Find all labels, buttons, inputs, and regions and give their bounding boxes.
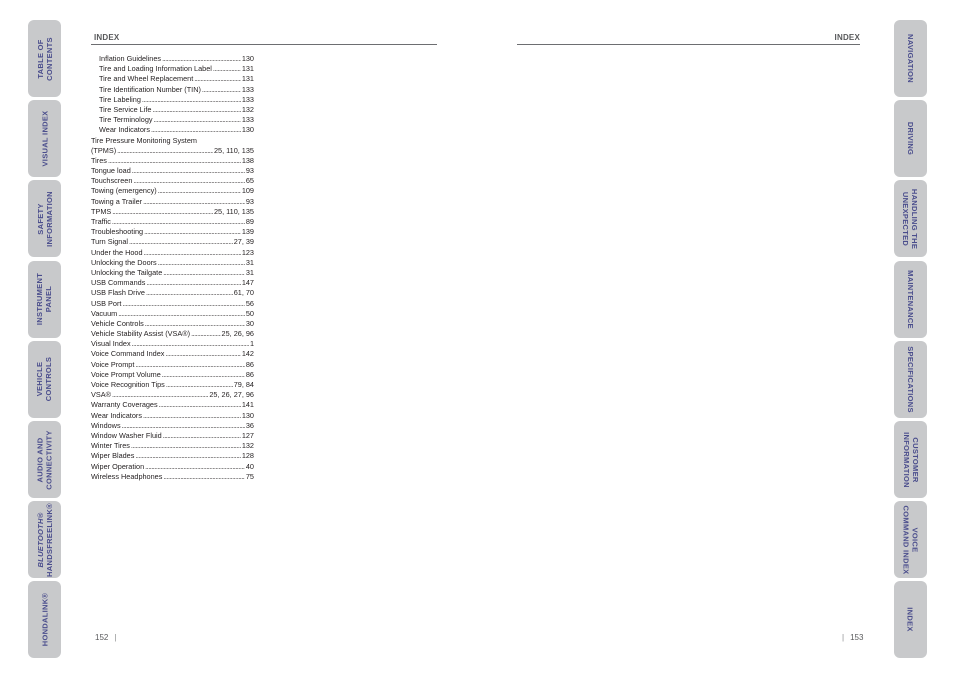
index-entry-term: Tire and Wheel Replacement bbox=[99, 74, 194, 84]
index-entry[interactable] bbox=[91, 74, 254, 84]
index-entry-page: 131 bbox=[241, 74, 254, 84]
index-entry[interactable] bbox=[91, 380, 254, 390]
index-entry-page: 40 bbox=[245, 461, 254, 471]
index-entry-page: 1 bbox=[249, 339, 254, 349]
index-entry-term: Tongue load bbox=[91, 166, 131, 176]
tab-driving[interactable] bbox=[894, 100, 927, 177]
tab-voice-command-index[interactable] bbox=[894, 501, 927, 578]
index-entry-term: Tire Labeling bbox=[99, 94, 141, 104]
index-entry[interactable] bbox=[91, 268, 254, 278]
index-entry-page: 25, 110, 135 bbox=[213, 206, 254, 216]
dot-leader bbox=[145, 319, 245, 329]
tab-label-line: INDEX bbox=[905, 607, 915, 633]
index-entry-term: USB Flash Drive bbox=[91, 288, 145, 298]
tab-label-line: COMMAND INDEX bbox=[901, 505, 911, 575]
index-entry-term: Tires bbox=[91, 155, 107, 165]
index-entry-page: 36 bbox=[245, 420, 254, 430]
index-entry-page: 141 bbox=[241, 400, 254, 410]
index-entry[interactable] bbox=[91, 125, 254, 135]
tab-navigation[interactable] bbox=[894, 20, 927, 97]
index-entry-page: 130 bbox=[241, 125, 254, 135]
dot-leader bbox=[146, 278, 240, 288]
index-entry-page: 133 bbox=[241, 115, 254, 125]
index-entry-page: 30 bbox=[245, 318, 254, 328]
tab-visual-index[interactable] bbox=[28, 100, 61, 177]
dot-leader bbox=[144, 227, 241, 237]
dot-leader bbox=[163, 268, 245, 278]
index-entry-page: 127 bbox=[241, 430, 254, 440]
index-entry[interactable] bbox=[91, 105, 254, 115]
tab-instrument-panel[interactable] bbox=[28, 261, 61, 338]
index-entry-term: Voice Prompt Volume bbox=[91, 369, 161, 379]
tab-label bbox=[36, 191, 54, 247]
dot-leader bbox=[122, 421, 245, 431]
index-entry-term: Tire Terminology bbox=[99, 115, 153, 125]
index-entry[interactable] bbox=[91, 411, 254, 421]
index-entry[interactable] bbox=[91, 319, 254, 329]
dot-leader bbox=[108, 156, 241, 166]
index-entry-term: Wear Indicators bbox=[99, 125, 150, 135]
index-entry[interactable] bbox=[91, 258, 254, 268]
index-entry-term: Vacuum bbox=[91, 308, 118, 318]
tab-label-line: MAINTENANCE bbox=[906, 269, 915, 329]
tab-label bbox=[906, 608, 915, 632]
dot-leader bbox=[142, 95, 241, 105]
tab-label bbox=[902, 432, 920, 488]
tab-hondalink[interactable] bbox=[28, 581, 61, 658]
index-entry-term: (TPMS) bbox=[91, 145, 117, 155]
index-entry[interactable] bbox=[91, 421, 254, 431]
dot-leader bbox=[191, 329, 220, 339]
tab-table-of-contents[interactable] bbox=[28, 20, 61, 97]
dot-leader bbox=[143, 411, 241, 421]
dot-leader bbox=[146, 288, 233, 298]
tab-label bbox=[36, 503, 54, 577]
right-header-rule bbox=[517, 44, 860, 45]
index-entry-term: Unlocking the Doors bbox=[91, 257, 157, 267]
index-entry[interactable] bbox=[91, 431, 254, 441]
index-entry-term: Winter Tires bbox=[91, 441, 130, 451]
index-entry-term: Touchscreen bbox=[91, 176, 133, 186]
index-entry-term: Unlocking the Tailgate bbox=[91, 267, 163, 277]
index-entry-page: 25, 26, 27, 96 bbox=[209, 390, 254, 400]
index-entry-page: 142 bbox=[241, 349, 254, 359]
index-entry[interactable] bbox=[91, 54, 254, 64]
dot-leader bbox=[213, 64, 241, 74]
index-entry-term: Windows bbox=[91, 420, 121, 430]
index-entry-page: 31 bbox=[245, 257, 254, 267]
index-entry[interactable] bbox=[91, 278, 254, 288]
tab-label-line: UNEXPECTED bbox=[901, 191, 911, 247]
tab-label-line: CONTROLS bbox=[44, 357, 54, 402]
tab-label-line: CONTENTS bbox=[44, 36, 54, 81]
index-entry-page: 27, 39 bbox=[233, 237, 254, 247]
index-entry[interactable] bbox=[91, 288, 254, 298]
index-entry-page: 130 bbox=[241, 410, 254, 420]
left-header-rule bbox=[91, 44, 437, 45]
tab-bluetooth-handsfreelink[interactable] bbox=[28, 501, 61, 578]
index-entry-term: VSA® bbox=[91, 390, 111, 400]
tab-label bbox=[906, 122, 915, 155]
index-entry[interactable] bbox=[91, 360, 254, 370]
dot-leader bbox=[194, 74, 241, 84]
dot-leader bbox=[112, 207, 213, 217]
dot-leader bbox=[154, 115, 241, 125]
tab-label-line: INFORMATION bbox=[901, 431, 911, 488]
index-entry[interactable] bbox=[91, 186, 254, 196]
dot-leader bbox=[162, 54, 241, 64]
index-entry[interactable] bbox=[91, 217, 254, 227]
dot-leader bbox=[122, 299, 244, 309]
dot-leader bbox=[118, 309, 245, 319]
left-page-number bbox=[95, 633, 122, 642]
index-entry-page: 25, 110, 135 bbox=[213, 145, 254, 155]
index-entry[interactable] bbox=[91, 227, 254, 237]
index-entry-page: 128 bbox=[241, 451, 254, 461]
tab-customer-information[interactable] bbox=[894, 421, 927, 498]
dot-leader bbox=[132, 166, 245, 176]
tab-label bbox=[906, 34, 915, 83]
tab-label-line: INFORMATION bbox=[44, 191, 54, 247]
index-entry-term: Towing a Trailer bbox=[91, 196, 143, 206]
tab-label-line: VOICE bbox=[910, 527, 920, 553]
index-entry-term: Traffic bbox=[91, 217, 111, 226]
index-entry-page: 61, 70 bbox=[233, 288, 254, 298]
index-entry[interactable] bbox=[91, 309, 254, 319]
dot-leader bbox=[129, 237, 233, 247]
index-entry-term: Visual Index bbox=[91, 339, 131, 349]
dot-leader bbox=[163, 431, 241, 441]
left-page-header: INDEX bbox=[94, 33, 120, 42]
index-entry-page: 133 bbox=[241, 84, 254, 94]
index-entry[interactable] bbox=[91, 441, 254, 451]
index-entry-page: 86 bbox=[245, 359, 254, 369]
tab-vehicle-controls[interactable] bbox=[28, 341, 61, 418]
tab-label-line: AUDIO AND bbox=[35, 437, 45, 482]
dot-leader bbox=[158, 258, 245, 268]
dot-leader bbox=[135, 451, 240, 461]
dot-leader bbox=[132, 339, 249, 349]
dot-leader bbox=[117, 146, 213, 156]
left-folio-separator: | bbox=[114, 633, 117, 642]
dot-leader bbox=[165, 349, 240, 359]
index-entry-term: Troubleshooting bbox=[91, 227, 144, 237]
index-entry-term: Wiper Blades bbox=[91, 451, 135, 461]
index-entry[interactable] bbox=[91, 207, 254, 217]
index-entry[interactable] bbox=[91, 176, 254, 186]
dot-leader bbox=[202, 85, 241, 95]
dot-leader bbox=[152, 105, 240, 115]
index-entry[interactable] bbox=[91, 472, 254, 482]
tab-label-line: SPECIFICATIONS bbox=[906, 346, 916, 413]
tab-label-line: HONDALINK® bbox=[40, 593, 49, 647]
index-entry[interactable] bbox=[91, 400, 254, 410]
tab-index[interactable] bbox=[894, 581, 927, 658]
index-entry-term: Voice Command Index bbox=[91, 349, 165, 359]
index-entry-page: 133 bbox=[241, 94, 254, 104]
dot-leader bbox=[159, 400, 241, 410]
index-entry-page: 75 bbox=[245, 471, 254, 481]
index-entry-term: Towing (emergency) bbox=[91, 186, 157, 196]
index-entry-page: 93 bbox=[245, 166, 254, 176]
index-entry-term: USB Port bbox=[91, 298, 122, 308]
index-entry[interactable] bbox=[91, 197, 254, 207]
index-entry-page: 130 bbox=[241, 54, 254, 63]
index-entry[interactable] bbox=[91, 349, 254, 359]
tab-label bbox=[40, 593, 49, 647]
tab-label bbox=[36, 273, 54, 325]
dot-leader bbox=[145, 462, 245, 472]
tab-label-line: NAVIGATION bbox=[906, 34, 916, 83]
index-entry-page: 25, 26, 96 bbox=[221, 329, 254, 339]
index-entry-term: Vehicle Stability Assist (VSA®) bbox=[91, 329, 191, 339]
index-entry-page: 65 bbox=[245, 176, 254, 186]
tab-label-line: HANDSFREELINK® bbox=[44, 502, 54, 577]
tab-label-line: DRIVING bbox=[906, 122, 916, 156]
tab-label bbox=[902, 189, 920, 249]
dot-leader bbox=[135, 360, 244, 370]
index-entry-page: 139 bbox=[241, 227, 254, 237]
dot-leader bbox=[112, 217, 245, 227]
left-page-number-value: 152 bbox=[95, 633, 109, 642]
index-entry-page: 138 bbox=[241, 155, 254, 165]
tab-label-line: VISUAL INDEX bbox=[40, 110, 50, 167]
right-page-header: INDEX bbox=[834, 33, 860, 42]
index-entry-page: 86 bbox=[245, 369, 254, 379]
dot-leader bbox=[162, 370, 245, 380]
index-entry-page: 132 bbox=[241, 104, 254, 114]
index-entry-term: Tire Pressure Monitoring System bbox=[91, 135, 197, 145]
dot-leader bbox=[144, 248, 241, 258]
tab-label bbox=[36, 430, 54, 489]
right-folio-separator: | bbox=[842, 633, 845, 642]
index-entry[interactable] bbox=[91, 136, 254, 146]
dot-leader bbox=[143, 197, 245, 207]
index-entry[interactable] bbox=[91, 85, 254, 95]
index-entry-term: TPMS bbox=[91, 206, 112, 216]
index-entry[interactable] bbox=[91, 451, 254, 461]
tab-safety-information[interactable] bbox=[28, 180, 61, 257]
tab-label-line: HANDLING THE bbox=[910, 188, 920, 250]
tab-label bbox=[906, 270, 915, 329]
index-entry-page: 93 bbox=[245, 196, 254, 206]
index-entry-page: 131 bbox=[241, 64, 254, 74]
index-entry[interactable] bbox=[91, 95, 254, 105]
index-entry-page: 56 bbox=[245, 298, 254, 308]
index-entry[interactable] bbox=[91, 237, 254, 247]
tab-audio-and-connectivity[interactable] bbox=[28, 421, 61, 498]
index-entry-term: Wear Indicators bbox=[91, 410, 142, 420]
tab-label-line: SAFETY bbox=[35, 203, 45, 235]
right-page-number bbox=[836, 633, 863, 642]
index-entry-page: 147 bbox=[241, 278, 254, 288]
index-entry-term: Warranty Coverages bbox=[91, 400, 158, 410]
index-entry[interactable] bbox=[91, 146, 254, 156]
index-entry-page: 79, 84 bbox=[233, 380, 254, 389]
tab-label bbox=[902, 505, 920, 574]
dot-leader bbox=[158, 186, 241, 196]
index-entry-page: 89 bbox=[245, 217, 254, 226]
index-entry-term: Voice Prompt bbox=[91, 359, 135, 369]
dot-leader bbox=[131, 441, 241, 451]
index-entry-term: Wireless Headphones bbox=[91, 471, 163, 481]
tab-label-line: BLUETOOTH® bbox=[35, 512, 45, 568]
index-entry-term: Inflation Guidelines bbox=[99, 54, 162, 63]
index-entry-term: Under the Hood bbox=[91, 247, 143, 257]
tab-label-line: CUSTOMER bbox=[910, 436, 920, 483]
index-entry[interactable] bbox=[91, 390, 254, 400]
tab-label-line: TABLE OF bbox=[35, 38, 45, 79]
index-entry-list bbox=[91, 54, 254, 482]
tab-label-line: INSTRUMENT bbox=[35, 273, 45, 326]
index-entry[interactable] bbox=[91, 156, 254, 166]
tab-label-line: VEHICLE bbox=[35, 361, 45, 397]
dot-leader bbox=[166, 380, 233, 390]
tab-label bbox=[40, 111, 49, 167]
index-entry[interactable] bbox=[91, 115, 254, 125]
tab-specifications[interactable] bbox=[894, 341, 927, 418]
index-entry[interactable] bbox=[91, 166, 254, 176]
index-entry-page: 109 bbox=[241, 186, 254, 196]
dot-leader bbox=[133, 176, 245, 186]
index-entry[interactable] bbox=[91, 462, 254, 472]
index-entry-term: Tire Service Life bbox=[99, 104, 152, 114]
dot-leader bbox=[151, 125, 241, 135]
right-page-number-value: 153 bbox=[850, 633, 864, 642]
tab-label bbox=[36, 37, 54, 81]
index-entry-page: 31 bbox=[245, 267, 254, 277]
index-entry[interactable] bbox=[91, 339, 254, 349]
index-entry-term: Tire Identification Number (TIN) bbox=[99, 84, 201, 94]
index-entry[interactable] bbox=[91, 370, 254, 380]
tab-label bbox=[36, 357, 54, 401]
tab-label bbox=[906, 346, 915, 413]
index-entry-term: USB Commands bbox=[91, 278, 146, 288]
index-entry-term: Turn Signal bbox=[91, 237, 129, 247]
tab-maintenance[interactable] bbox=[894, 261, 927, 338]
index-entry-term: Voice Recognition Tips bbox=[91, 380, 165, 389]
index-entry-term: Window Washer Fluid bbox=[91, 430, 162, 440]
dot-leader bbox=[112, 390, 208, 400]
index-entry-term: Vehicle Controls bbox=[91, 318, 144, 328]
index-entry-page: 132 bbox=[241, 441, 254, 451]
index-entry[interactable] bbox=[91, 329, 254, 339]
index-entry[interactable] bbox=[91, 248, 254, 258]
index-entry-term: Tire and Loading Information Label bbox=[99, 64, 212, 74]
tab-handling-the-unexpected[interactable] bbox=[894, 180, 927, 257]
tab-label-line: CONNECTIVITY bbox=[44, 429, 54, 490]
index-entry-page: 50 bbox=[245, 308, 254, 318]
index-entry[interactable] bbox=[91, 299, 254, 309]
tab-label-line: PANEL bbox=[44, 285, 54, 313]
dot-leader bbox=[163, 472, 244, 482]
index-entry[interactable] bbox=[91, 64, 254, 74]
index-entry-page: 123 bbox=[241, 247, 254, 257]
index-entry-term: Wiper Operation bbox=[91, 461, 145, 471]
